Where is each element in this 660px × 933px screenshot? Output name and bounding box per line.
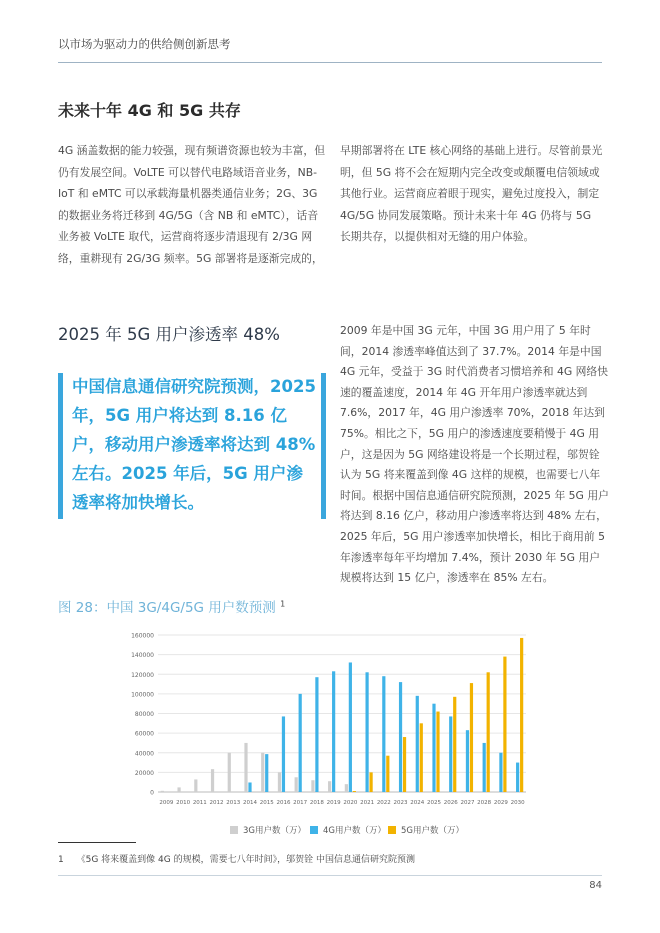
section-title-coexistence: 未来十年 4G 和 5G 共存 bbox=[58, 101, 241, 120]
y-tick-label: 140000 bbox=[131, 652, 154, 660]
bar-5g-2030 bbox=[520, 638, 523, 792]
y-tick-label: 120000 bbox=[131, 671, 154, 679]
body-paragraph-penetration: 2009 年是中国 3G 元年，中国 3G 用户用了 5 年时间，2014 渗透率峰值达到了 37.7%。2014 年是中国 4G 元年，受益于 3G 时代消费者习惯培养和 4G 网络快速的覆盖速度，2014 年 4G 开年用户渗透率就达到 7.6%，2017 年，4G 用户渗透率 70%，2018 年达到 75%。相比之下，5G 用户的渗透速度要稍慢于 4G 用户，这是因为 5G 网络建设将是一个长期过程，邬贺铨认为 5G 将来覆盖到像 4G 这样的规模，也需要七八年时间。根据中国信息通信研究院预测，2025 年 5G 用户将达到 8.16 亿户，移动用户渗透率将达到 48% 左右，2025 年后，5G 用户渗透率加快增长，相比于商用前 5 年渗透率每年平均增加 7.4%，预计 2030 年 5G 用户规模将达到 15 亿户，渗透率在 85% 左右。 bbox=[340, 324, 609, 585]
bar-4g-2025 bbox=[432, 704, 435, 792]
x-tick-label: 2027 bbox=[460, 800, 475, 806]
running-header: 以市场为驱动力的供给侧创新思考 bbox=[58, 37, 231, 51]
x-tick-label: 2030 bbox=[510, 800, 525, 806]
bar-5g-2022 bbox=[386, 756, 389, 792]
bar-3g-2018 bbox=[311, 780, 314, 792]
bar-4g-2014 bbox=[248, 782, 251, 792]
y-tick-label: 160000 bbox=[131, 632, 154, 640]
bar-3g-2020 bbox=[345, 784, 348, 792]
body-paragraph-left: 4G 涵盖数据的能力较强，现有频谱资源也较为丰富，但仍有发展空间。VoLTE 可以替代电路域语音业务，NB-IoT 和 eMTC 可以承载海量机器类通信业务；2G、3G 的数据业务将迁移到 4G/5G（含 NB 和 eMTC），话音业务被 VoLTE 取代，运营商将逐步清退现有 2/3G 网络，重耕现有 2G/3G 频率。5G 部署将是逐渐完成的， bbox=[58, 144, 325, 265]
bar-4g-2029 bbox=[499, 753, 502, 792]
footnote bbox=[58, 852, 415, 865]
x-tick-label: 2021 bbox=[360, 800, 375, 806]
bar-4g-2020 bbox=[349, 662, 352, 792]
bar-3g-2016 bbox=[278, 772, 281, 792]
x-tick-label: 2014 bbox=[243, 800, 257, 806]
x-tick-label: 2022 bbox=[376, 800, 391, 806]
bar-4g-2016 bbox=[282, 716, 285, 792]
x-tick-label: 2024 bbox=[410, 800, 425, 806]
page-number: 84 bbox=[589, 880, 602, 891]
bar-5g-2024 bbox=[420, 723, 423, 792]
x-tick-label: 2016 bbox=[276, 800, 291, 806]
bar-4g-2027 bbox=[466, 730, 469, 792]
legend-label-5g: 5G用户数（万） bbox=[401, 826, 464, 836]
x-tick-label: 2009 bbox=[159, 800, 174, 806]
user-forecast-chart bbox=[122, 630, 532, 810]
footnote-divider bbox=[58, 842, 136, 843]
bar-4g-2019 bbox=[332, 671, 335, 792]
legend-swatch-4g bbox=[310, 826, 318, 834]
bar-5g-2026 bbox=[453, 697, 456, 792]
x-tick-label: 2010 bbox=[176, 800, 191, 806]
x-tick-label: 2025 bbox=[427, 800, 441, 806]
legend-3g bbox=[230, 824, 306, 836]
bar-4g-2024 bbox=[416, 696, 419, 792]
x-tick-label: 2018 bbox=[309, 800, 324, 806]
y-tick-label: 60000 bbox=[134, 730, 154, 738]
legend-4g bbox=[310, 824, 386, 836]
x-tick-label: 2012 bbox=[209, 800, 224, 806]
x-tick-label: 2013 bbox=[226, 800, 241, 806]
bar-4g-2021 bbox=[365, 672, 368, 792]
bar-3g-2015 bbox=[261, 753, 264, 792]
footer-divider bbox=[58, 875, 602, 876]
bar-3g-2013 bbox=[228, 753, 231, 792]
x-tick-label: 2029 bbox=[493, 800, 508, 806]
y-tick-label: 100000 bbox=[131, 691, 154, 699]
bar-4g-2015 bbox=[265, 754, 268, 792]
x-tick-label: 2011 bbox=[192, 800, 207, 806]
bar-3g-2019 bbox=[328, 781, 331, 792]
bar-3g-2014 bbox=[244, 743, 247, 792]
bar-4g-2030 bbox=[516, 763, 519, 792]
figure-footnote-ref: 1 bbox=[280, 599, 286, 609]
section-title-penetration: 2025 年 5G 用户渗透率 48% bbox=[58, 325, 280, 344]
bar-3g-2010 bbox=[177, 787, 180, 792]
legend-5g bbox=[388, 824, 464, 836]
bar-4g-2017 bbox=[299, 694, 302, 792]
legend-label-3g: 3G用户数（万） bbox=[243, 826, 306, 836]
header-divider bbox=[58, 62, 602, 63]
bar-5g-2028 bbox=[487, 672, 490, 792]
bar-5g-2021 bbox=[369, 772, 372, 792]
bar-5g-2023 bbox=[403, 737, 406, 792]
bar-3g-2009 bbox=[161, 791, 164, 792]
figure-title bbox=[58, 596, 285, 616]
bar-4g-2026 bbox=[449, 716, 452, 792]
bar-5g-2025 bbox=[436, 712, 439, 792]
figure-title-text: 图 28：中国 3G/4G/5G 用户数预测 bbox=[58, 600, 276, 616]
y-tick-label: 0 bbox=[150, 789, 154, 797]
x-tick-label: 2023 bbox=[393, 800, 408, 806]
legend-label-4g: 4G用户数（万） bbox=[323, 826, 386, 836]
bar-5g-2027 bbox=[470, 683, 473, 792]
x-tick-label: 2020 bbox=[343, 800, 358, 806]
x-tick-label: 2026 bbox=[443, 800, 458, 806]
y-tick-label: 20000 bbox=[134, 769, 154, 777]
bar-4g-2018 bbox=[315, 677, 318, 792]
y-tick-label: 80000 bbox=[134, 711, 154, 718]
footnote-text: 《5G 将来覆盖到像 4G 的规模，需要七八年时间》，邬贺铨 中国信息通信研究院预测 bbox=[76, 855, 415, 865]
bar-3g-2017 bbox=[295, 777, 298, 792]
x-tick-label: 2017 bbox=[293, 800, 308, 806]
bar-5g-2029 bbox=[503, 657, 506, 792]
x-tick-label: 2015 bbox=[259, 800, 274, 806]
bar-5g-2020 bbox=[353, 791, 356, 792]
bar-4g-2028 bbox=[483, 743, 486, 792]
bar-3g-2011 bbox=[194, 779, 197, 792]
pullquote-bar-right bbox=[321, 373, 326, 519]
pullquote: 中国信息通信研究院预测，2025 年，5G 用户将达到 8.16 亿户，移动用户渗透率将达到 48% 左右。2025 年后，5G 用户渗透率将加快增长。 bbox=[72, 377, 316, 512]
pullquote-bar-left bbox=[58, 373, 63, 519]
x-tick-label: 2028 bbox=[477, 800, 492, 806]
body-paragraph-right: 早期部署将在 LTE 核心网络的基础上进行。尽管前景光明，但 5G 将不会在短期内完全改变或颠覆电信领域或其他行业。运营商应着眼于现实，避免过度投入，制定 4G/5G 协同发展策略。预计未来十年 4G 仍将与 5G 长期共存，以提供相对无缝的用户体验。 bbox=[340, 144, 603, 243]
x-tick-label: 2019 bbox=[326, 800, 341, 806]
footnote-number: 1 bbox=[58, 855, 64, 865]
bar-3g-2012 bbox=[211, 769, 214, 792]
bar-4g-2023 bbox=[399, 682, 402, 792]
y-tick-label: 40000 bbox=[134, 750, 154, 758]
legend-swatch-3g bbox=[230, 826, 238, 834]
bar-4g-2022 bbox=[382, 676, 385, 792]
legend-swatch-5g bbox=[388, 826, 396, 834]
